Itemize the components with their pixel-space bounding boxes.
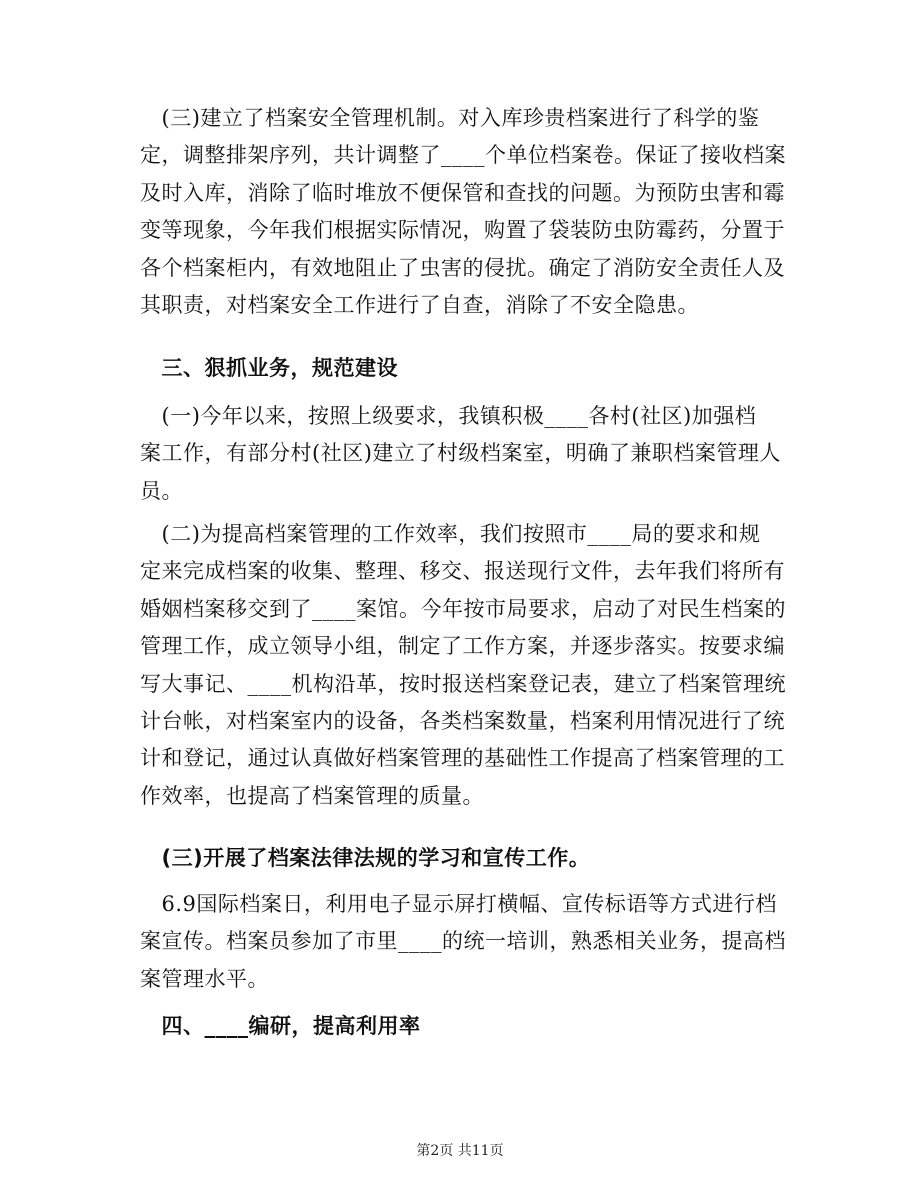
paragraph-archives-day	[140, 886, 790, 998]
text-line: 案工作，有部分村(社区)建立了村级档案室，明确了兼职档案管理人	[140, 441, 781, 466]
text-line: 定来完成档案的收集、整理、移交、报送现行文件，去年我们将所有	[140, 559, 785, 584]
text-line: 定，调整排架序列，共计调整了____个单位档案卷。保证了接收档案	[140, 143, 786, 168]
text-line: (一)今年以来，按照上级要求，我镇积极____各村(社区)加强档	[140, 404, 757, 428]
text-line: (三)建立了档案安全管理机制。对入库珍贵档案进行了科学的鉴	[140, 106, 760, 130]
text-line: 案宣传。档案员参加了市里____的统一培训，熟悉相关业务，提高档	[140, 929, 786, 954]
text-line: 6.9国际档案日，利用电子显示屏打横幅、宣传标语等方式进行档	[140, 892, 777, 916]
heading-text: 三、狠抓业务，规范建设	[140, 356, 398, 380]
section-heading-4	[140, 1008, 790, 1045]
text-line: 作效率，也提高了档案管理的质量。	[140, 783, 484, 808]
text-line: 案管理水平。	[140, 966, 269, 991]
text-line: 及时入库，消除了临时堆放不便保管和查找的问题。为预防虫害和霉	[140, 180, 785, 205]
heading-text: 四、____编研，提高利用率	[140, 1014, 421, 1038]
text-line: 员。	[140, 478, 183, 503]
text-line: 婚姻档案移交到了____案馆。今年按市局要求，启动了对民生档案的	[140, 596, 786, 621]
text-line: 各个档案柜内，有效地阻止了虫害的侵扰。确定了消防安全责任人及	[140, 255, 785, 280]
subheading-legal-publicity	[140, 840, 790, 877]
text-line: 管理工作，成立领导小组，制定了工作方案，并逐步落实。按要求编	[140, 634, 785, 659]
section-heading-3	[140, 350, 790, 387]
heading-text: (三)开展了档案法律法规的学习和宣传工作。	[140, 846, 591, 870]
text-line: 变等现象，今年我们根据实际情况，购置了袋装防虫防霉药，分置于	[140, 218, 785, 243]
page-number: 第2页 共11页	[416, 1143, 504, 1159]
paragraph-efficiency	[140, 516, 790, 815]
text-line: 写大事记、____机构沿革，按时报送档案登记表，建立了档案管理统	[140, 671, 786, 696]
paragraph-village-archives	[140, 398, 790, 510]
text-line: 计和登记，通过认真做好档案管理的基础性工作提高了档案管理的工	[140, 746, 785, 771]
text-line: 计台帐，对档案室内的设备，各类档案数量，档案利用情况进行了统	[140, 709, 785, 734]
text-line: (二)为提高档案管理的工作效率，我们按照市____局的要求和规	[140, 522, 761, 546]
paragraph-safety-mechanism	[140, 100, 790, 324]
text-line: 其职责，对档案安全工作进行了自查，消除了不安全隐患。	[140, 293, 699, 318]
